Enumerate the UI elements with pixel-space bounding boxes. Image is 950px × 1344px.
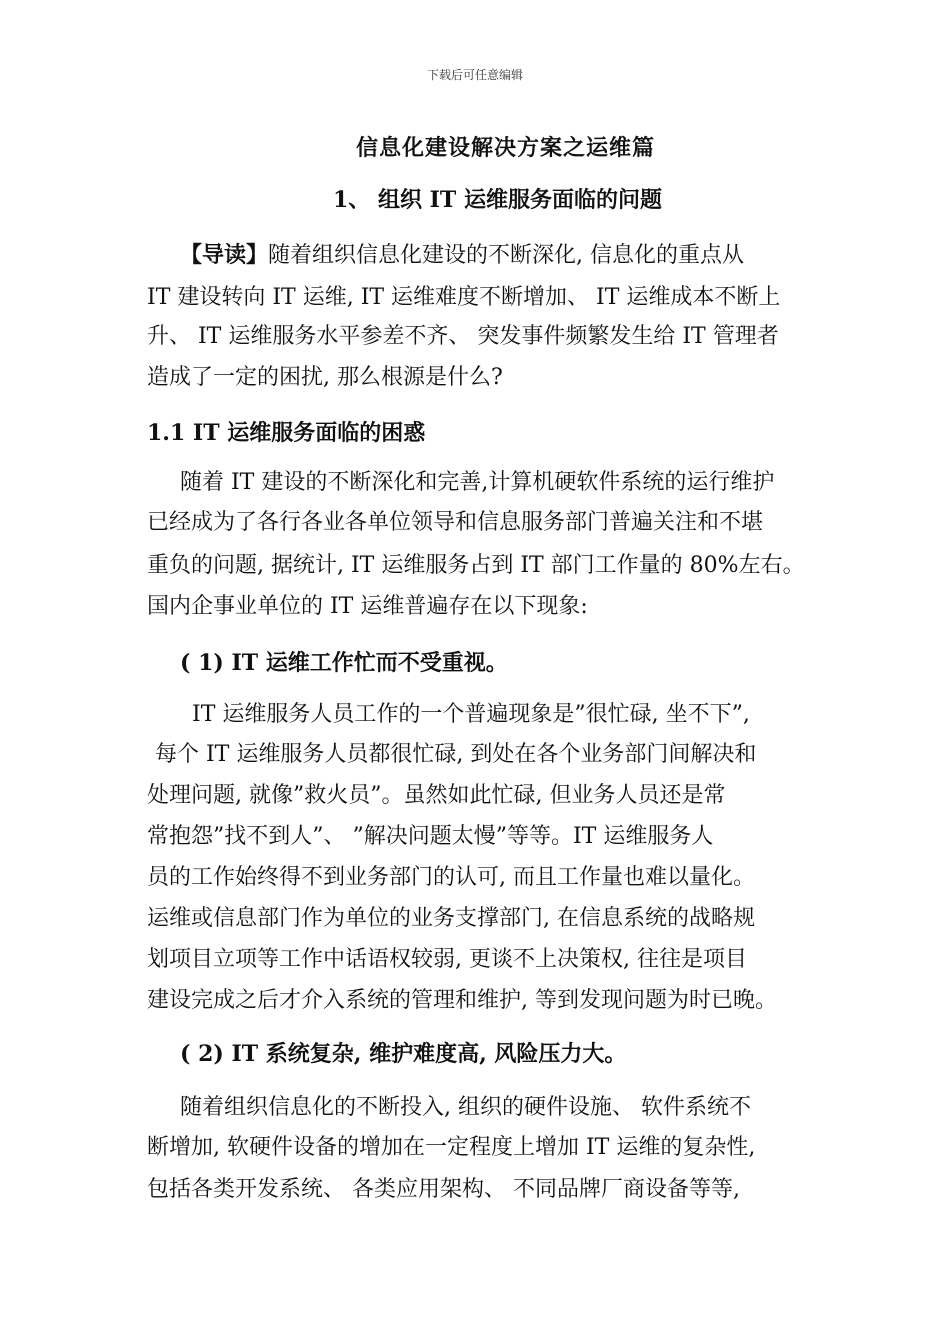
page-header-note: 下载后可任意编辑 [426,68,523,82]
intro-text-line: 造成了一定的困扰, 那么根源是什么? [147,365,503,390]
body-text-line: 国内企事业单位的 IT 运维普遍存在以下现象: [147,594,588,619]
intro-text-line: 升、 IT 运维服务水平参差不齐、 突发事件频繁发生给 IT 管理者 [147,324,779,349]
body-text-line: 划项目立项等工作中话语权较弱, 更谈不上决策权, 往往是项目 [147,947,747,972]
body-text-line: 随着组织信息化的不断投入, 组织的硬件设施、 软件系统不 [180,1095,751,1120]
body-text-line: 员的工作始终得不到业务部门的认可, 而且工作量也难以量化。 [147,865,755,890]
subsection-title: 1.1 IT 运维服务面临的困惑 [147,420,426,446]
body-text-line: 包括各类开发系统、 各类应用架构、 不同品牌厂商设备等等, [147,1177,740,1202]
intro-label: 【导读】 [180,242,269,268]
body-text-line: 随着 IT 建设的不断深化和完善,计算机硬软件系统的运行维护 [180,470,775,495]
body-text-line: 运维或信息部门作为单位的业务支撑部门, 在信息系统的战略规 [147,906,755,931]
body-text-line: 已经成为了各行各业各单位领导和信息服务部门普遍关注和不堪 [147,510,764,535]
intro-text-line: IT 建设转向 IT 运维, IT 运维难度不断增加、 IT 运维成本不断上 [147,285,781,310]
intro-first-line [180,240,744,271]
section-title: 1、 组织 IT 运维服务面临的问题 [333,187,662,213]
item-title: ( 2) IT 系统复杂, 维护难度高, 风险压力大。 [180,1041,627,1067]
body-text-line: 每个 IT 运维服务人员都很忙碌, 到处在各个业务部门间解决和 [155,742,757,767]
body-text-line: 断增加, 软硬件设备的增加在一定程度上增加 IT 运维的复杂性, [147,1135,756,1160]
body-text-line: IT 运维服务人员工作的一个普遍现象是”很忙碌, 坐不下”, [192,702,750,727]
item-title: ( 1) IT 运维工作忙而不受重视。 [180,650,508,676]
body-text-line: 重负的问题, 据统计, IT 运维服务占到 IT 部门工作量的 80%左右。 [147,553,805,578]
body-text-line: 常抱怨”找不到人”、 ”解决问题太慢”等等。IT 运维服务人 [147,824,714,849]
body-text-line: 建设完成之后才介入系统的管理和维护, 等到发现问题为时已晚。 [147,988,777,1013]
document-title: 信息化建设解决方案之运维篇 [356,135,656,161]
intro-text-line: 随着组织信息化建设的不断深化, 信息化的重点从 [268,243,745,268]
body-text-line: 处理问题, 就像”救火员”。虽然如此忙碌, 但业务人员还是常 [147,783,726,808]
